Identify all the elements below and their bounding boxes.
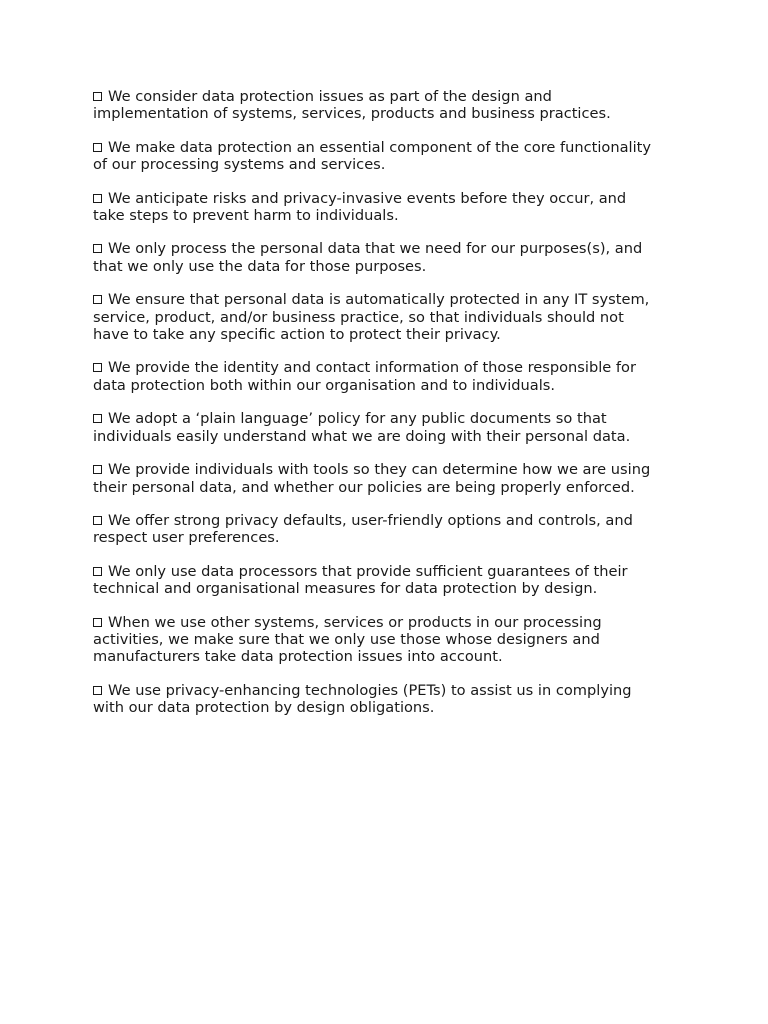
- item-text-line: take steps to prevent harm to individuals.: [93, 207, 399, 225]
- checklist-item: [93, 512, 693, 547]
- item-text-line: service, product, and/or business practice, so that individuals should not: [93, 308, 624, 326]
- checklist-item: [93, 410, 693, 445]
- checkbox[interactable]: [93, 686, 102, 695]
- item-text-line: of our processing systems and services.: [93, 156, 386, 174]
- item-text-line: We provide the identity and contact information of those responsible for: [108, 359, 636, 377]
- checklist-item: [93, 461, 693, 496]
- item-text-line: with our data protection by design obligations.: [93, 699, 435, 717]
- checkbox[interactable]: [93, 618, 102, 627]
- item-text-line: We adopt a ‘plain language’ policy for any public documents so that: [108, 410, 607, 428]
- item-text-line: We make data protection an essential component of the core functionality: [108, 138, 652, 156]
- checkbox[interactable]: [93, 465, 102, 474]
- item-text-line: We only process the personal data that we need for our purposes(s), and: [108, 240, 643, 258]
- item-text-line: implementation of systems, services, products and business practices.: [93, 105, 611, 123]
- checklist-item: [93, 88, 693, 123]
- item-text-line: We offer strong privacy defaults, user-friendly options and controls, and: [108, 511, 633, 529]
- checkbox[interactable]: [93, 244, 102, 253]
- item-text-line: activities, we make sure that we only use those whose designers and: [93, 630, 600, 648]
- item-text-line: When we use other systems, services or products in our processing: [108, 613, 602, 631]
- checklist-item: [93, 190, 693, 225]
- checkbox[interactable]: [93, 414, 102, 423]
- item-text-line: respect user preferences.: [93, 529, 280, 547]
- checkbox[interactable]: [93, 363, 102, 372]
- checklist: [93, 88, 693, 717]
- item-text-line: We provide individuals with tools so they can determine how we are using: [108, 461, 651, 479]
- item-text-line: technical and organisational measures for data protection by design.: [93, 580, 598, 598]
- checklist-item: [93, 563, 693, 598]
- item-text-line: data protection both within our organisation and to individuals.: [93, 376, 555, 394]
- checklist-item: [93, 359, 693, 394]
- checklist-item: [93, 682, 693, 717]
- checklist-item: [93, 139, 693, 174]
- item-text-line: have to take any specific action to protect their privacy.: [93, 326, 501, 344]
- checklist-item: [93, 291, 693, 343]
- checkbox[interactable]: [93, 516, 102, 525]
- item-text-line: We anticipate risks and privacy-invasive events before they occur, and: [108, 189, 627, 207]
- item-text-line: their personal data, and whether our policies are being properly enforced.: [93, 478, 635, 496]
- item-text-line: We only use data processors that provide sufficient guarantees of their: [108, 562, 628, 580]
- item-text-line: that we only use the data for those purposes.: [93, 257, 427, 275]
- document-page: [93, 88, 693, 733]
- checkbox[interactable]: [93, 194, 102, 203]
- checkbox[interactable]: [93, 567, 102, 576]
- checkbox[interactable]: [93, 92, 102, 101]
- item-text-line: We consider data protection issues as part of the design and: [108, 88, 552, 105]
- item-text-line: We ensure that personal data is automatically protected in any IT system,: [108, 291, 650, 309]
- checklist-item: [93, 614, 693, 666]
- checkbox[interactable]: [93, 143, 102, 152]
- item-text-line: We use privacy-enhancing technologies (PETs) to assist us in complying: [108, 681, 632, 699]
- item-text-line: individuals easily understand what we are doing with their personal data.: [93, 427, 631, 445]
- checkbox[interactable]: [93, 295, 102, 304]
- item-text-line: manufacturers take data protection issues into account.: [93, 648, 503, 666]
- checklist-item: [93, 240, 693, 275]
